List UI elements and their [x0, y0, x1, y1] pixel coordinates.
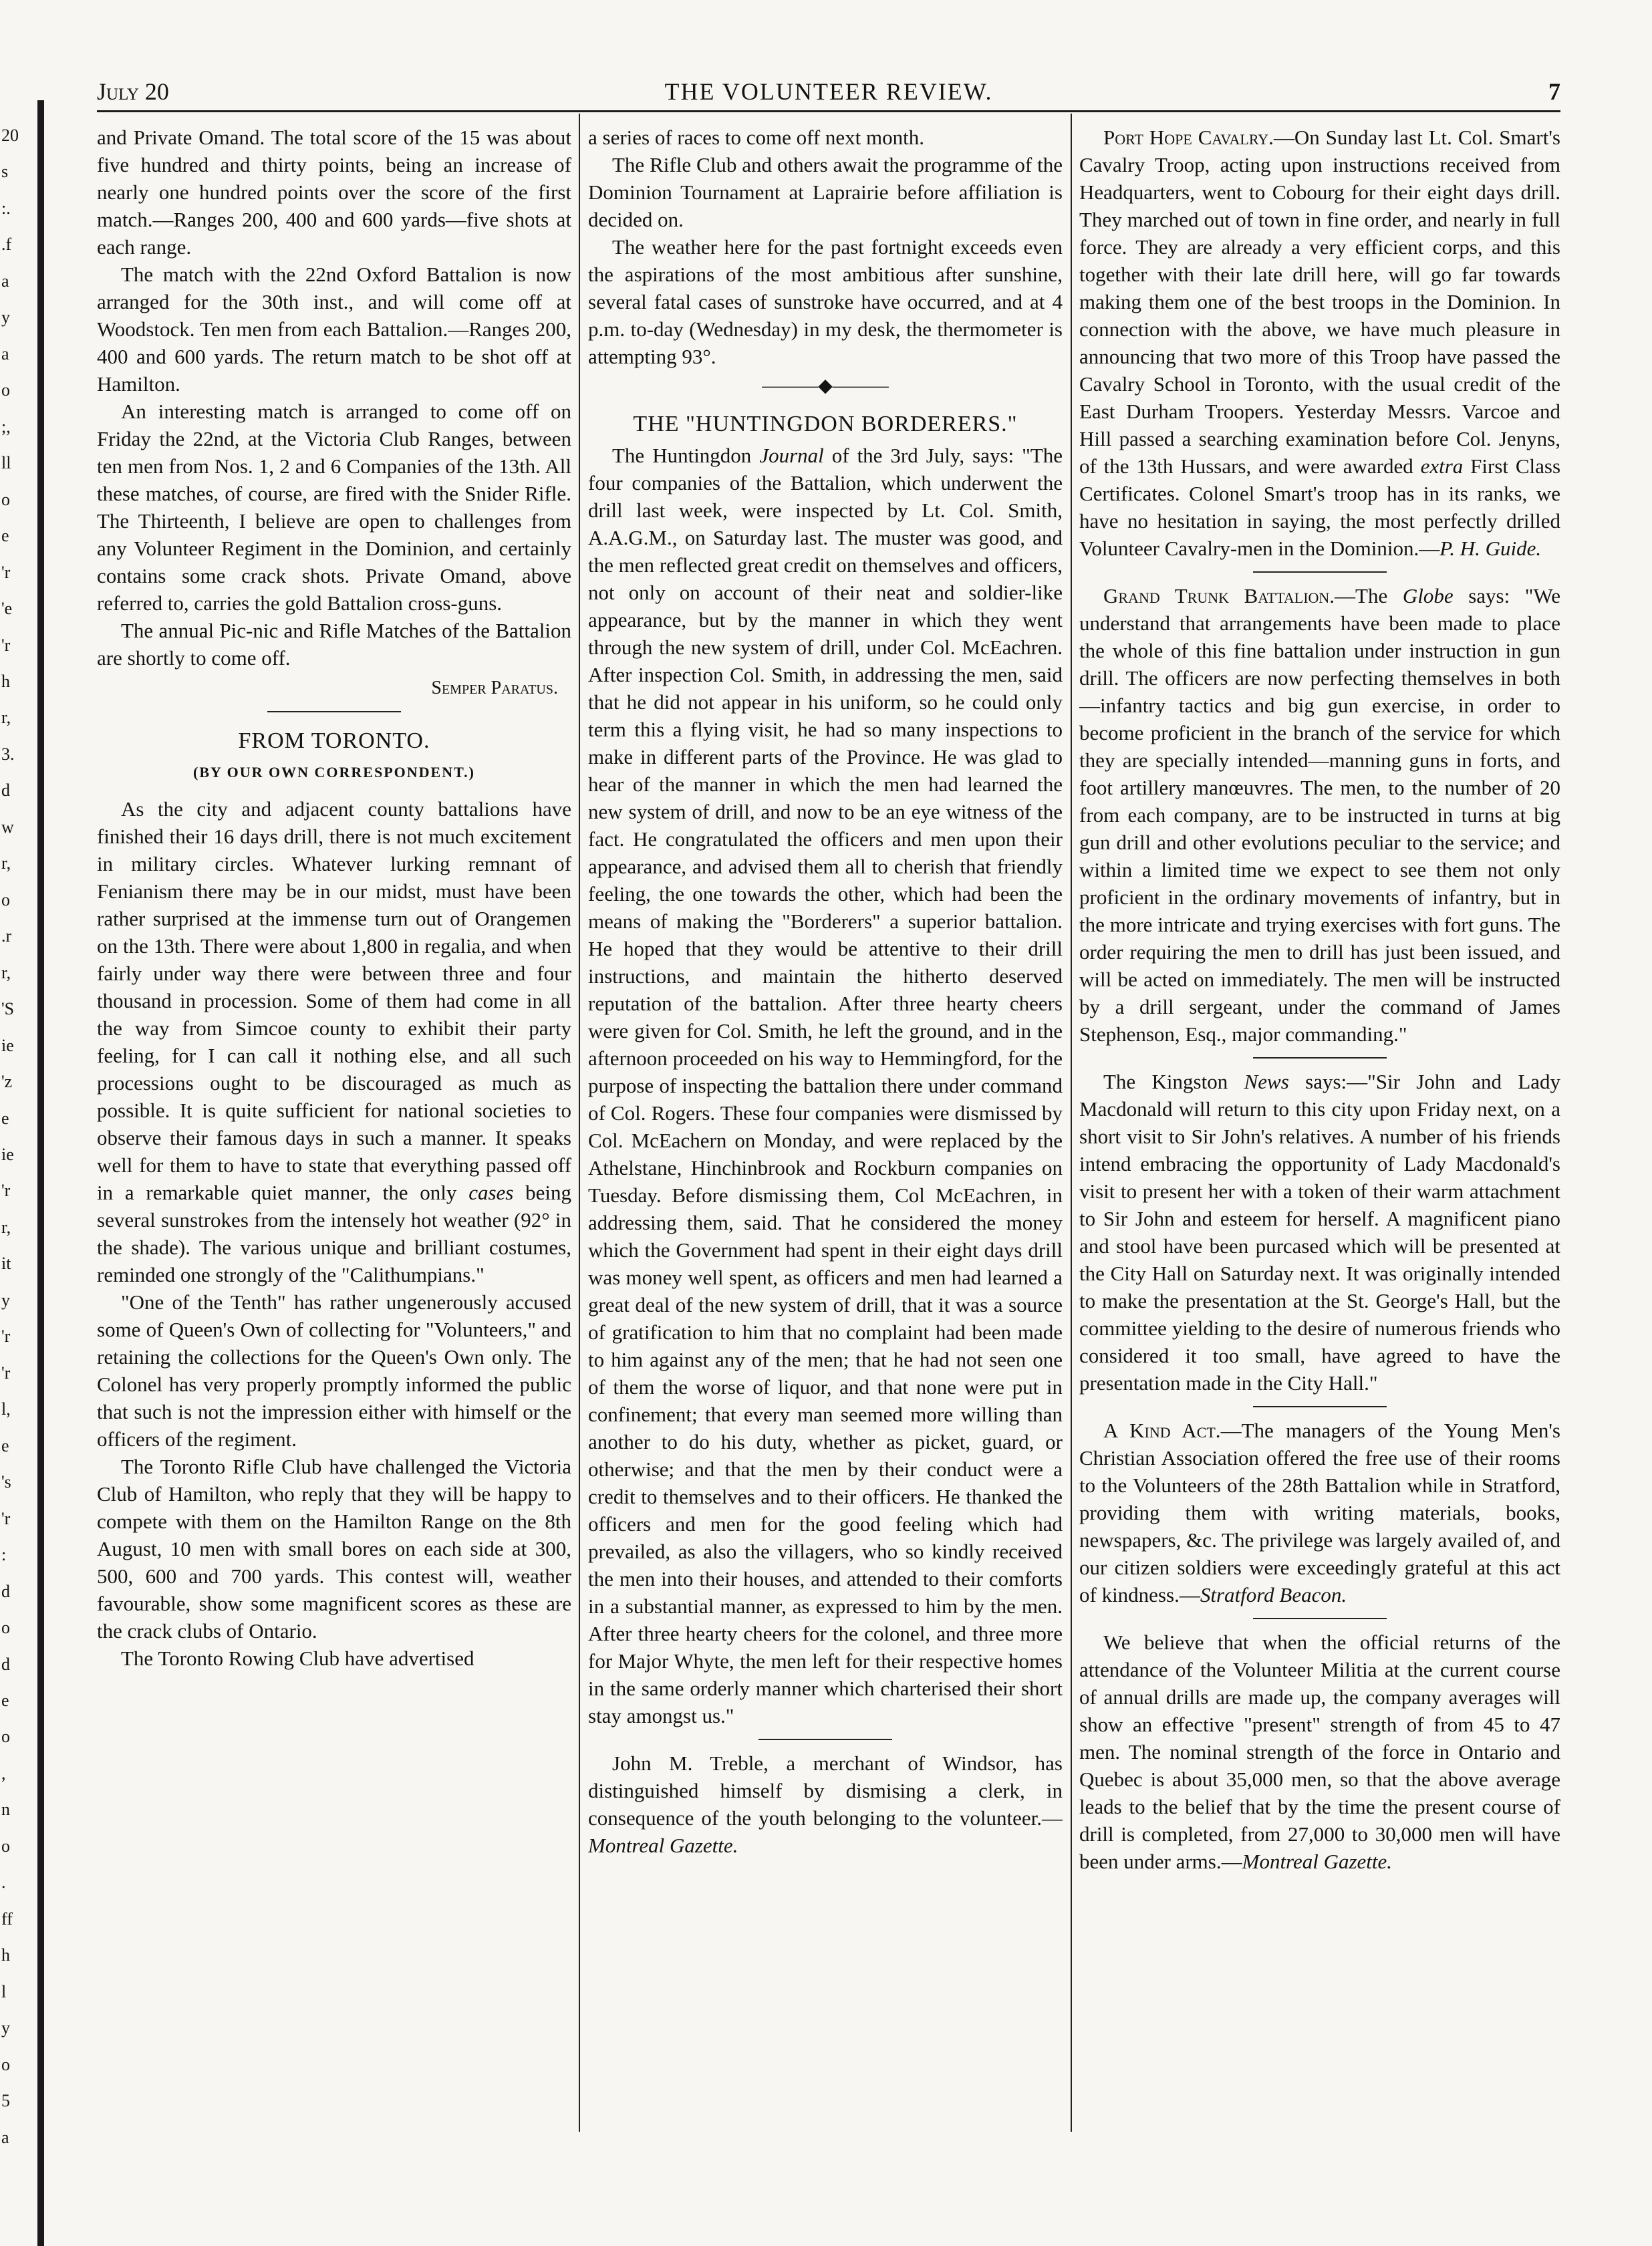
signature: Semper Paratus.: [431, 678, 558, 698]
margin-fragment: .r: [1, 926, 12, 946]
paragraph: and Private Omand. The total score of the 15 was about five hundred and thirty points, being an increase of nearly one hundred points over the score of the first match.—Ranges 200, 400 and 600 yards—five shots at each range.: [97, 126, 571, 259]
margin-fragment: 'r: [1, 563, 11, 582]
margin-fragment: r,: [1, 963, 11, 982]
paragraph: The Rifle Club and others await the programme of the Dominion Tournament at Laprairie before affiliation is decided on.: [588, 153, 1063, 231]
margin-fragment: 'z: [1, 1072, 13, 1091]
section-rule: [759, 1739, 892, 1740]
binding-shadow: [37, 100, 44, 2246]
margin-fragment: r,: [1, 853, 11, 873]
margin-fragment: ,: [1, 1764, 6, 1783]
paragraph: John M. Treble, a merchant of Windsor, has distinguished himself by dismising a clerk, in consequence of the youth belonging to the volunteer.—Montreal Gazette.: [588, 1751, 1063, 1857]
column-2: [588, 124, 1063, 2142]
section-rule: [267, 711, 401, 712]
margin-fragment: :: [1, 1545, 7, 1564]
margin-fragment: o: [1, 490, 10, 509]
margin-fragment: 's: [1, 1472, 11, 1492]
margin-fragment: :.: [1, 198, 11, 218]
paragraph: An interesting match is arranged to come off on Friday the 22nd, at the Victoria Club Ranges, between ten men from Nos. 1, 2 and 6 Companies of the 13th. All these matches, of course, are fired with the Snider Rifle. The Thirteenth, I believe are open to challenges from any Volunteer Regiment in the Dominion, and certainly contains some crack shots. Private Omand, above referred to, carries the gold Battalion cross-guns.: [97, 400, 571, 615]
section-rule: [1253, 1057, 1387, 1059]
margin-fragment: d: [1, 781, 10, 800]
margin-fragment: 'r: [1, 1363, 11, 1383]
margin-fragment: ll: [1, 453, 11, 472]
margin-fragment: w: [1, 817, 14, 837]
margin-fragment: h: [1, 672, 10, 691]
paragraph: We believe that when the official returns of the attendance of the Volunteer Militia at the current course of annual drills are made up, the company averages will show an effective "present" strength of from 45 to 47 men. The nominal strength of the force in Ontario and Quebec is about 35,000 men, so that the above average leads to the belief that by the time the present course of drill is completed, from 27,000 to 30,000 men will have been under arms.—Montreal Gazette.: [1079, 1631, 1560, 1873]
margin-fragment: r,: [1, 1218, 11, 1237]
margin-fragment: 'S: [1, 999, 15, 1018]
margin-fragment: o: [1, 2055, 10, 2074]
adjacent-page-edge: [0, 100, 47, 2246]
paragraph: The Toronto Rowing Club have advertised: [121, 1647, 474, 1670]
paragraph: A Kind Act.—The managers of the Young Men's Christian Association offered the free use of their rooms to the Volunteers of the 28th Battalion while in Stratford, providing them with writing materials, books, newspapers, &c. The privilege was largely availed of, and our citizen soldiers were exceedingly grateful at this act of kindness.—Stratford Beacon.: [1079, 1419, 1560, 1606]
margin-fragment: l,: [1, 1399, 11, 1419]
margin-fragment: .: [1, 1872, 6, 1892]
page-header: [97, 75, 1560, 108]
paragraph: "One of the Tenth" has rather ungenerously accused some of Queen's Own of collecting for "Volunteers," and retaining the collections for the Queen's Own only. The Colonel has very properly promptly informed the public that such is not the impression either with himself or the officers of the regiment.: [97, 1290, 571, 1451]
header-rule: [97, 110, 1560, 112]
margin-fragment: ie: [1, 1036, 14, 1055]
margin-fragment: 'e: [1, 599, 13, 618]
paragraph: The match with the 22nd Oxford Battalion is now arranged for the 30th inst., and will come off at Woodstock. Ten men from each Battalion.—Ranges 200, 400 and 600 yards. The return match to be shot off at Hamilton.: [97, 263, 571, 396]
margin-fragment: y: [1, 2018, 10, 2038]
paragraph: Port Hope Cavalry.—On Sunday last Lt. Col. Smart's Cavalry Troop, acting upon instructions received from Headquarters, went to Cobourg for their eight days drill. They marched out of town in fine order, and nearly in full force. They are already a very efficient corps, and this together with their late drill here, will go far towards making them one of the best troops in the Dominion. In connection with the above, we have much pleasure in announcing that two more of this Troop have passed the Cavalry School in Toronto, with the usual credit of the East Durham Troopers. Yesterday Messrs. Varcoe and Hill passed a searching examination before Col. Jenyns, of the 13th Hussars, and were awarded extra First Class Certificates. Colonel Smart's troop has in its ranks, we have no hesitation in saying, the most perfectly drilled Volunteer Cavalry-men in the Dominion.—P. H. Guide.: [1079, 126, 1560, 560]
margin-fragment: e: [1, 1436, 9, 1455]
page-number: 7: [1548, 78, 1560, 105]
margin-fragment: y: [1, 1290, 10, 1310]
margin-fragment: 'r: [1, 1181, 11, 1200]
paragraph: The annual Pic-nic and Rifle Matches of the Battalion are shortly to come off.: [97, 619, 571, 670]
paragraph: As the city and adjacent county battalions have finished their 16 days drill, there is not much excitement in military circles. Whatever lurking remnant of Fenianism there may be in our midst, must have been rather surprised at the immense turn out of Orangemen on the 13th. There were about 1,800 in regalia, and when fairly under way there were between three and four thousand in procession. Some of them had come in all the way from Simcoe county to exhibit their party feeling, for I can call it nothing else, and all such processions ought to be discouraged as much as possible. It is quite sufficient for national societies to observe their famous days in such a manner. It speaks well for them to have to state that everything passed off in a remarkable quiet manner, the only cases being several sunstrokes from the intensely hot weather (92° in the shade). The various unique and brilliant costumes, reminded one strongly of the "Calithumpians.": [97, 797, 571, 1286]
margin-fragment: 'r: [1, 636, 11, 655]
publication-title: THE VOLUNTEER REVIEW.: [664, 78, 993, 105]
margin-fragment: o: [1, 380, 10, 400]
margin-fragment: 'r: [1, 1509, 11, 1528]
margin-fragment: e: [1, 1691, 9, 1710]
paragraph: The Toronto Rifle Club have challenged the Victoria Club of Hamilton, who reply that they will be happy to compete with them on the Hamilton Range on the 8th August, 10 men with small bores on each side at 300, 500, 600 and 700 yards. This contest will, weather favourable, show some magnificent scores as these are the crack clubs of Ontario.: [97, 1455, 571, 1643]
margin-fragment: o: [1, 1618, 10, 1637]
margin-fragment: l: [1, 1982, 7, 2001]
margin-fragment: .f: [1, 235, 12, 254]
margin-fragment: it: [1, 1254, 11, 1273]
margin-fragment: 5: [1, 2091, 10, 2110]
section-rule: [1253, 1406, 1387, 1407]
margin-fragment: r,: [1, 708, 11, 727]
article-byline: (BY OUR OWN CORRESPONDENT.): [193, 764, 475, 781]
section-rule: [1253, 571, 1387, 573]
margin-fragment: ff: [1, 1909, 13, 1929]
paragraph: The Huntingdon Journal of the 3rd July, says: "The four companies of the Battalion, which underwent the drill last week, were inspected by Lt. Col. Smith, A.A.G.M., on Saturday last. The muster was good, and the men reflected great credit on themselves and officers, not only on account of their neat and soldier-like appearance, but by the manner in which they went through the new system of drill, under Col. McEachren. After inspection Col. Smith, in addressing the men, said that he did not appear in his uniform, so he could only term this a flying visit, he had so many inspections to make in different parts of the Province. He was glad to hear of the manner in which the men had learned the new system of drill, and now to be an eye witness of the fact. He congratulated the officers and men upon their appearance, and advised them all to cherish that friendly feeling, the one towards the other, which had been the means of making the "Borderers" a superior battalion. He hoped that they would be attentive to their drill instructions, and maintain the hitherto deserved reputation of the battalion. After three hearty cheers were given for Col. Smith, he left the ground, and in the afternoon proceeded on his way to Hemmingford, for the purpose of inspecting the battalion there under command of Col. Rogers. These four companies were dismissed by Col. McEachern on Monday, and were replaced by the Athelstane, Hinchinbrook and Rockburn companies on Tuesday. Before dismissing them, Col McEachren, in addressing them, said. That he considered the money which the Government had spent in their eight days drill was money well spent, as officers and men had learned a great deal of the new system of drill, that it was a source of gratification to him that no complaint had been made to him against any of the men; that he had not seen one of them the worse of liquor, and that none were put in confinement; that every man seemed more willing than another to do his duty, whether as picket, guard, or otherwise; and that the men by their conduct were a credit to themselves and to their officers. He thanked the officers and men for the good feeling which had prevailed, as also the villagers, who so kindly received the men into their houses, and attended to their comforts in a substantial manner, as expressed to him by the men. After three hearty cheers for the colonel, and three more for Major Whyte, the men left for their respective homes in the same orderly manner which charterised their short stay amongst us.": [588, 444, 1063, 1727]
margin-fragment: 'r: [1, 1326, 11, 1346]
margin-fragment: h: [1, 1945, 10, 1965]
margin-fragment: e: [1, 526, 9, 545]
margin-fragment: o: [1, 890, 10, 909]
article-heading: FROM TORONTO.: [238, 728, 430, 753]
column-1: [97, 124, 571, 2142]
paragraph: The Kingston News says:—"Sir John and Lady Macdonald will return to this city upon Friday next, on a short visit to Sir John's relatives. A number of his friends intend embracing the opportunity of Lady Macdonald's visit to present her with a token of their warm attachment to Sir John and esteem for herself. A magnificent piano and stool have been purcased which will be presented at the City Hall on Saturday next. It was originally intended to make the presentation at the St. George's Hall, but the committee yielding to the desire of numerous friends who considered it too small, have agreed to have the presentation made in the City Hall.": [1079, 1070, 1560, 1395]
paragraph: The weather here for the past fortnight exceeds even the aspirations of the most ambitious after sunshine, several fatal cases of sunstroke have occurred, and at 4 p.m. to-day (Wednesday) in my desk, the thermometer is attempting 93°.: [588, 235, 1063, 368]
paragraph: Grand Trunk Battalion.—The Globe says: "We understand that arrangements have been made to place the whole of this fine battalion under instruction in gun drill. The officers are now perfecting themselves in both—infantry tactics and big gun exercise, in order to become proficient in the branch of the service for which they are specially intended—manning guns in forts, and foot artillery manœuvres. The men, to the number of 20 from each company, are to be instructed in turns at big gun drill and other evolutions peculiar to the service; and within a limited time we expect to see them not only proficient in the ordinary movements of infantry, but in the more intricate and trying exercises with fort guns. The order requiring the men to drill has just been issued, and will be acted on immediately. The men will be instructed by a drill sergeant, under the command of James Stephenson, Esq., major commanding.": [1079, 584, 1560, 1046]
margin-fragment: ie: [1, 1145, 14, 1164]
margin-fragment: a: [1, 344, 9, 364]
column-3: [1079, 124, 1560, 2142]
margin-fragment: o: [1, 1836, 10, 1856]
margin-fragment: 20: [1, 126, 19, 145]
margin-fragment: 3.: [1, 744, 15, 764]
section-ornament: ———◆———: [762, 376, 889, 396]
column-rule: [579, 114, 580, 2132]
margin-fragment: o: [1, 1727, 10, 1746]
paragraph: a series of races to come off next month.: [588, 126, 925, 149]
margin-fragment: e: [1, 1109, 9, 1128]
margin-fragment: d: [1, 1582, 10, 1601]
margin-fragment: s: [1, 162, 9, 181]
issue-date: July 20: [97, 78, 169, 105]
margin-fragment: a: [1, 2128, 9, 2147]
margin-fragment: ;,: [1, 417, 11, 436]
margin-fragment: n: [1, 1800, 10, 1819]
article-heading: THE "HUNTINGDON BORDERERS.": [633, 412, 1018, 436]
section-rule: [1253, 1618, 1387, 1619]
margin-fragment: a: [1, 271, 9, 291]
column-rule: [1071, 114, 1072, 2132]
margin-fragment: y: [1, 307, 10, 327]
margin-fragment: d: [1, 1655, 10, 1674]
